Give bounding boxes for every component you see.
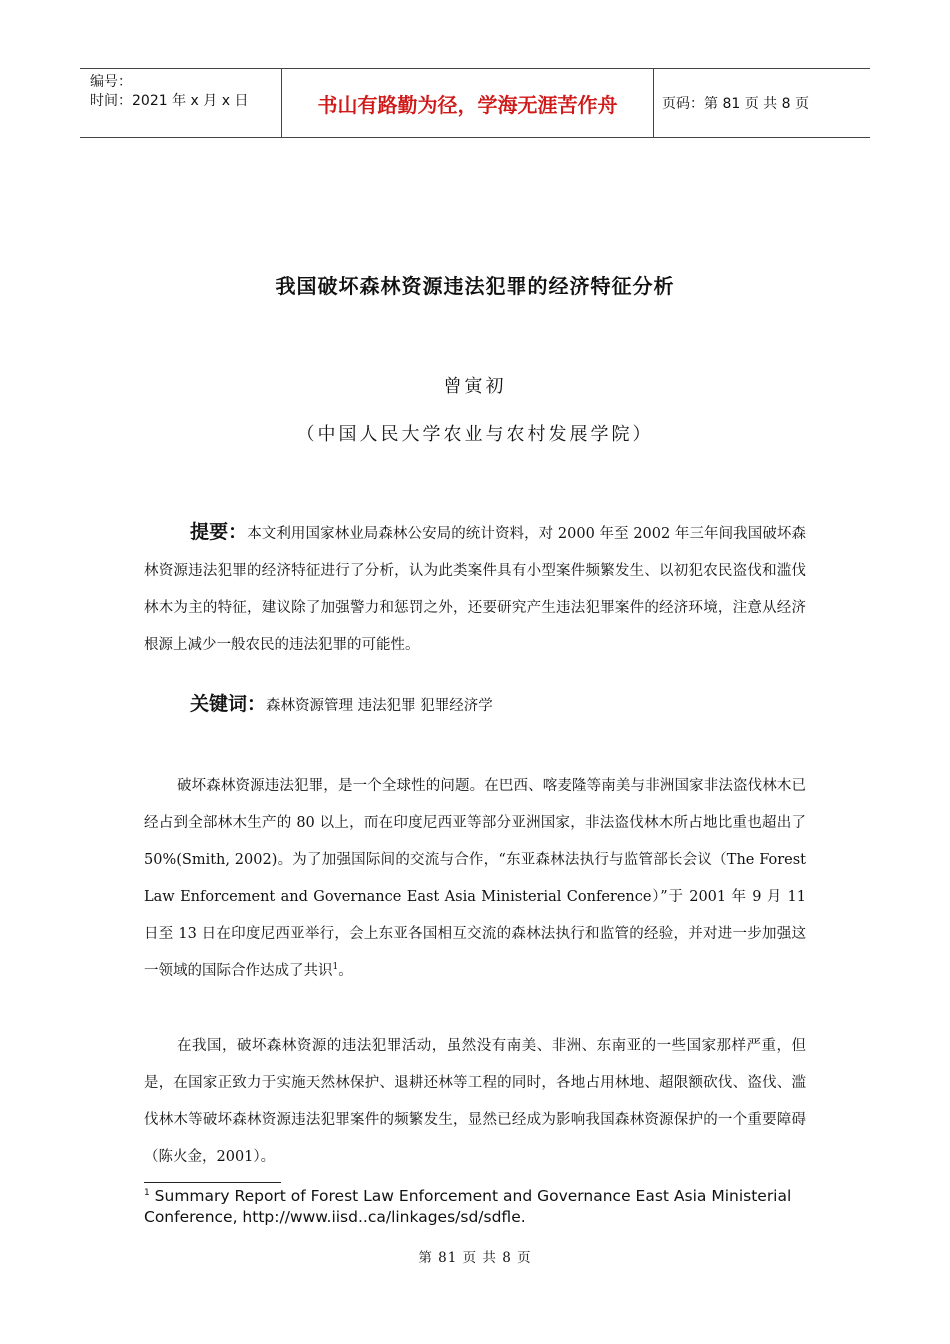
footnote-divider	[144, 1182, 281, 1183]
body-paragraph-1	[144, 768, 806, 990]
body-paragraph-2: 在我国，破坏森林资源的违法犯罪活动，虽然没有南美、非洲、东南亚的一些国家那样严重，但是，在国家正致力于实施天然林保护、退耕还林等工程的同时，各地占用林地、超限额砍伐、盗伐、滥伐林木等破坏森林资源违法犯罪案件的频繁发生，显然已经成为影响我国森林资源保护的一个重要障碍（陈火金，2001）。	[144, 1038, 806, 1165]
header-motto: 书山有路勤为径，学海无涯苦作舟	[281, 69, 654, 137]
keywords-text: 森林资源管理 违法犯罪 犯罪经济学	[266, 698, 493, 714]
footnote-text: Summary Report of Forest Law Enforcement and Governance East Asia Ministerial Conference, http://www.iisd..ca/linkages/sd/sdfle.	[144, 1187, 792, 1226]
abstract-label: 提要：	[190, 521, 248, 543]
author: 曾寅初	[443, 376, 507, 397]
footnote-mark: 1	[144, 1187, 150, 1198]
keywords	[190, 686, 493, 725]
paragraph-1-text: 破坏森林资源违法犯罪，是一个全球性的问题。在巴西、喀麦隆等南美与非洲国家非法盗伐林木已经占到全部林木生产的 80 以上，而在印度尼西亚等部分亚洲国家，非法盗伐林木所占地比重也超出了 50%(Smith, 2002)。为了加强国际间的交流与合作，“东亚森林法执行与监管部长会议（The Forest Law Enforcement and Governance East Asia Ministerial Conference）”于 2001 年 9 月 11 日至 13 日在印度尼西亚举行，会上东亚各国相互交流的森林法执行和监管的经验，并对进一步加强这一领域的国际合作达成了共识	[144, 778, 806, 979]
abstract	[144, 514, 806, 664]
abstract-text: 本文利用国家林业局森林公安局的统计资料，对 2000 年至 2002 年三年间我国破坏森林资源违法犯罪的经济特征进行了分析，认为此类案件具有小型案件频繁发生、以初犯农民盗伐和滥伐林木为主的特征，建议除了加强警力和惩罚之外，还要研究产生违法犯罪案件的经济环境，注意从经济根源上减少一般农民的违法犯罪的可能性。	[144, 526, 806, 653]
article-title: 我国破坏森林资源违法犯罪的经济特征分析	[275, 274, 675, 298]
header-meta	[80, 69, 280, 137]
affiliation: （中国人民大学农业与农村发展学院）	[296, 424, 654, 445]
header-page-info: 页码：第 81 页 共 8 页	[662, 96, 809, 112]
number-label: 编号：	[90, 74, 132, 90]
date-label: 时间：2021 年 x 月 x 日	[90, 93, 249, 109]
keywords-label: 关键词：	[190, 693, 267, 715]
paragraph-1-end: 。	[338, 963, 353, 979]
page-footer: 第 81 页 共 8 页	[418, 1250, 532, 1266]
document-header	[80, 68, 870, 138]
footnote-reference[interactable]: 1	[332, 962, 339, 973]
footnote	[144, 1186, 824, 1228]
